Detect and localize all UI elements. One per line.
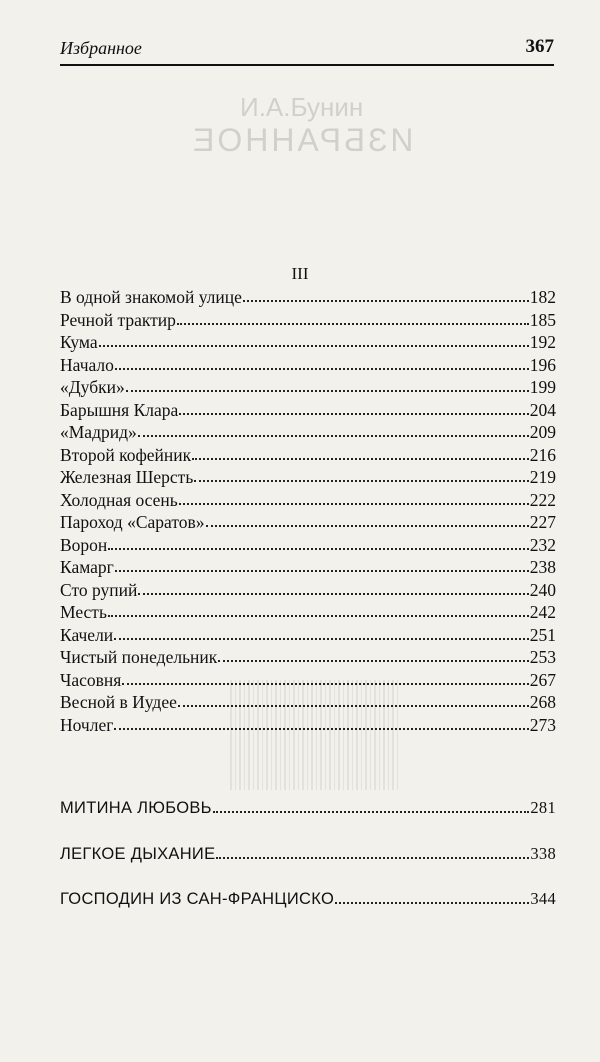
dot-leader bbox=[126, 376, 529, 392]
toc-entry bbox=[60, 286, 556, 309]
entry-page: 268 bbox=[529, 692, 556, 712]
toc-entry bbox=[60, 421, 556, 444]
toc-entry bbox=[60, 646, 556, 669]
dot-leader bbox=[115, 354, 529, 370]
entry-title: В одной знакомой улице bbox=[60, 287, 242, 307]
entry-title: Ворон bbox=[60, 534, 108, 555]
dot-leader bbox=[138, 579, 528, 595]
entry-page: 196 bbox=[529, 354, 556, 375]
toc-entry bbox=[60, 579, 556, 602]
toc-entry bbox=[60, 376, 556, 399]
toc-entry bbox=[60, 354, 556, 377]
entry-page: 242 bbox=[529, 602, 556, 622]
entry-title: ГОСПОДИН ИЗ САН-ФРАНЦИСКО bbox=[60, 890, 335, 908]
toc-entry bbox=[60, 399, 556, 422]
entry-page: 199 bbox=[529, 377, 556, 397]
entry-title: Чистый понедельник bbox=[60, 647, 218, 667]
entry-title: ЛЕГКОЕ ДЫХАНИЕ bbox=[60, 845, 216, 863]
entry-page: 227 bbox=[529, 512, 556, 532]
entry-page: 273 bbox=[529, 714, 556, 735]
entry-title: Пароход «Саратов» bbox=[60, 512, 205, 532]
entry-page: 281 bbox=[530, 798, 556, 817]
table-of-contents bbox=[60, 286, 556, 736]
toc-entry bbox=[60, 669, 556, 692]
entry-page: 209 bbox=[529, 422, 556, 442]
entry-page: 338 bbox=[530, 844, 556, 863]
entry-page: 240 bbox=[529, 579, 556, 600]
dot-leader bbox=[179, 489, 529, 505]
dot-leader bbox=[192, 444, 529, 460]
dot-leader bbox=[114, 624, 529, 640]
toc-entry bbox=[60, 601, 556, 624]
toc-entry bbox=[60, 714, 556, 737]
dot-leader bbox=[216, 843, 529, 859]
dot-leader bbox=[99, 331, 529, 347]
entry-page: 222 bbox=[529, 489, 556, 510]
dot-leader bbox=[206, 511, 529, 527]
section-heading: III bbox=[291, 264, 309, 283]
dot-leader bbox=[108, 534, 528, 550]
toc-entry bbox=[60, 534, 556, 557]
entry-title: Сто рупий bbox=[60, 579, 138, 600]
entry-title: Речной трактир bbox=[60, 309, 176, 330]
entry-title: МИТИНА ЛЮБОВЬ bbox=[60, 799, 212, 817]
dot-leader bbox=[177, 309, 529, 325]
dot-leader bbox=[335, 888, 529, 904]
dot-leader bbox=[108, 601, 529, 617]
dot-leader bbox=[122, 669, 528, 685]
toc-entry bbox=[60, 331, 556, 354]
toc-entry bbox=[60, 489, 556, 512]
entry-page: 251 bbox=[529, 624, 556, 645]
major-entry bbox=[60, 797, 556, 820]
show-through-text: И.А.Бунин bbox=[240, 92, 364, 122]
entry-title: Железная Шерсть bbox=[60, 467, 194, 487]
toc-entry bbox=[60, 466, 556, 489]
running-header-title: Избранное bbox=[60, 38, 142, 58]
toc-entry bbox=[60, 444, 556, 467]
running-header bbox=[60, 36, 554, 66]
toc-entry bbox=[60, 511, 556, 534]
entry-title: «Дубки» bbox=[60, 377, 125, 397]
major-entry bbox=[60, 888, 556, 911]
entry-page: 219 bbox=[529, 467, 556, 487]
dot-leader bbox=[115, 556, 529, 572]
entry-page: 185 bbox=[529, 309, 556, 330]
entry-page: 232 bbox=[529, 534, 556, 555]
dot-leader bbox=[138, 421, 529, 437]
entry-page: 253 bbox=[529, 647, 556, 667]
major-entry bbox=[60, 843, 556, 866]
entry-title: Второй кофейник bbox=[60, 444, 192, 465]
dot-leader bbox=[218, 646, 528, 662]
entry-title: Часовня bbox=[60, 669, 122, 690]
entry-title: «Мадрид» bbox=[60, 422, 137, 442]
entry-title: Начало bbox=[60, 354, 114, 375]
entry-title: Ночлег bbox=[60, 714, 114, 735]
entry-title: Камарг bbox=[60, 557, 114, 577]
entry-title: Месть bbox=[60, 602, 107, 622]
dot-leader bbox=[114, 714, 528, 730]
toc-entry bbox=[60, 624, 556, 647]
entry-title: Качели bbox=[60, 624, 114, 645]
dot-leader bbox=[243, 286, 529, 302]
entry-title: Барышня Клара bbox=[60, 399, 179, 420]
entry-title: Весной в Иудее bbox=[60, 692, 177, 712]
entry-page: 344 bbox=[530, 889, 556, 908]
entry-page: 204 bbox=[529, 399, 556, 420]
entry-page: 238 bbox=[529, 557, 556, 577]
dot-leader bbox=[179, 399, 528, 415]
toc-entry bbox=[60, 309, 556, 332]
entry-page: 216 bbox=[529, 444, 556, 465]
dot-leader bbox=[194, 466, 528, 482]
entry-title: Кума bbox=[60, 332, 98, 352]
entry-page: 267 bbox=[529, 669, 556, 690]
toc-entry bbox=[60, 691, 556, 714]
dot-leader bbox=[213, 797, 530, 813]
toc-entry bbox=[60, 556, 556, 579]
entry-title: Холодная осень bbox=[60, 489, 178, 510]
entry-page: 182 bbox=[529, 287, 556, 307]
show-through-text: ИЗБРАННОЕ bbox=[190, 122, 414, 158]
entry-page: 192 bbox=[529, 332, 556, 352]
dot-leader bbox=[178, 691, 529, 707]
page-number: 367 bbox=[525, 36, 554, 57]
